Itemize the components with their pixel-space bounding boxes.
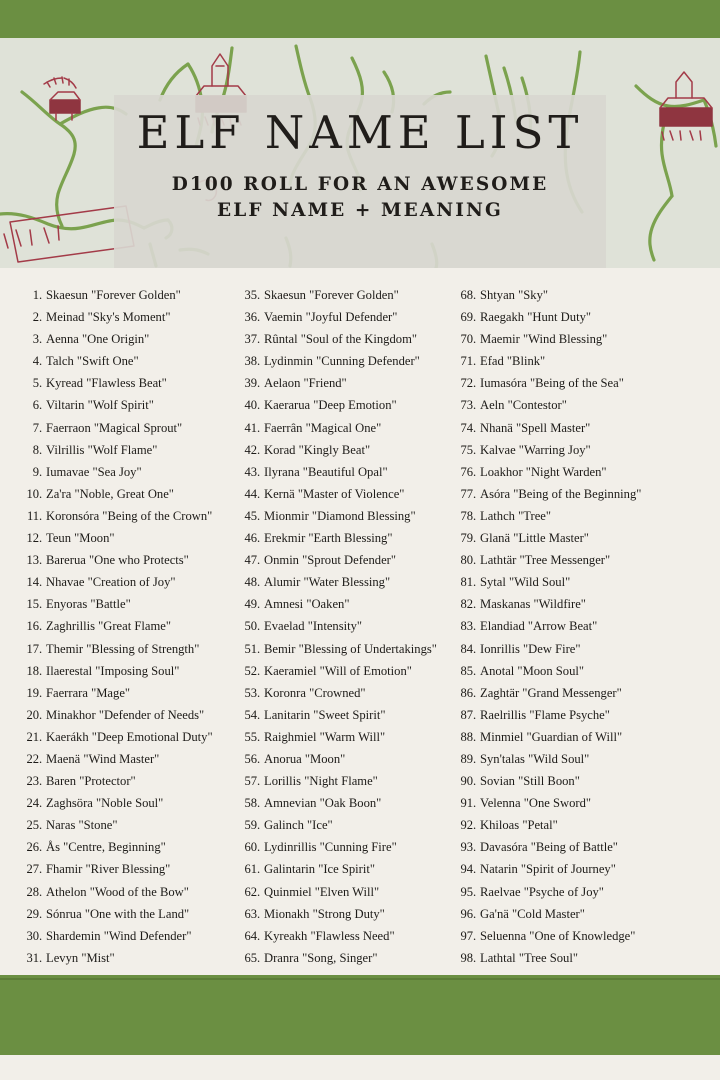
name-entry	[456, 706, 700, 726]
entry-name-and-meaning: Baren "Protector"	[46, 774, 136, 789]
entry-number: 50.	[244, 619, 260, 634]
entry-number: 6.	[32, 398, 42, 413]
entry-number: 45.	[244, 508, 260, 523]
entry-name-and-meaning: Anotal "Moon Soul"	[480, 663, 585, 678]
name-entry	[240, 595, 456, 615]
name-entry	[22, 374, 240, 394]
name-entry	[240, 551, 456, 571]
name-entry	[240, 883, 456, 903]
entry-name-and-meaning: Erekmir "Earth Blessing"	[264, 531, 393, 546]
entry-number: 39.	[244, 376, 260, 391]
entry-number: 24.	[26, 796, 42, 811]
entry-number: 25.	[26, 818, 42, 833]
entry-name-and-meaning: Lorillis "Night Flame"	[264, 774, 378, 789]
entry-name-and-meaning: Seluenna "One of Knowledge"	[480, 928, 636, 943]
entry-number: 64.	[244, 928, 260, 943]
name-entry	[22, 595, 240, 615]
entry-name-and-meaning: Lathtal "Tree Soul"	[480, 950, 578, 965]
entry-name-and-meaning: Mionakh "Strong Duty"	[264, 906, 385, 921]
entry-name-and-meaning: Korad "Kingly Beat"	[264, 442, 371, 457]
entry-name-and-meaning: Kaerarua "Deep Emotion"	[264, 398, 397, 413]
entry-number: 21.	[26, 729, 42, 744]
name-entry	[22, 816, 240, 836]
entry-name-and-meaning: Viltarin "Wolf Spirit"	[46, 398, 154, 413]
entry-name-and-meaning: Lydinmin "Cunning Defender"	[264, 354, 420, 369]
entry-name-and-meaning: Talch "Swift One"	[46, 354, 139, 369]
entry-number: 47.	[244, 553, 260, 568]
name-entry	[240, 286, 456, 306]
entry-name-and-meaning: Maskanas "Wildfire"	[480, 597, 586, 612]
entry-number: 53.	[244, 685, 260, 700]
entry-name-and-meaning: Loakhor "Night Warden"	[480, 464, 607, 479]
entry-number: 90.	[460, 774, 476, 789]
entry-number: 44.	[244, 486, 260, 501]
entry-name-and-meaning: Rûntal "Soul of the Kingdom"	[264, 332, 418, 347]
entry-number: 97.	[460, 928, 476, 943]
entry-number: 30.	[26, 928, 42, 943]
entry-name-and-meaning: Vaemin "Joyful Defender"	[264, 310, 398, 325]
entry-number: 68.	[460, 288, 476, 302]
entry-number: 9.	[32, 464, 42, 479]
page-subtitle	[114, 158, 606, 226]
header-map-banner	[0, 38, 720, 268]
entry-number: 75.	[460, 442, 476, 457]
entry-number: 41.	[244, 420, 260, 435]
name-entry	[456, 463, 700, 483]
name-entry	[22, 485, 240, 505]
name-entry	[22, 706, 240, 726]
name-list-columns	[0, 268, 720, 975]
name-entry	[240, 330, 456, 350]
name-column-1	[22, 286, 240, 975]
entry-name-and-meaning: Aeln "Contestor"	[480, 398, 567, 413]
entry-number: 80.	[460, 553, 476, 568]
name-entry	[240, 507, 456, 527]
name-entry	[22, 352, 240, 372]
entry-name-and-meaning: Teun "Moon"	[46, 531, 115, 546]
entry-name-and-meaning: Kyreakh "Flawless Need"	[264, 928, 395, 943]
entry-name-and-meaning: Syn'talas "Wild Soul"	[480, 751, 590, 766]
name-entry	[22, 419, 240, 439]
entry-name-and-meaning: Minmiel "Guardian of Will"	[480, 729, 623, 744]
entry-number: 42.	[244, 442, 260, 457]
entry-name-and-meaning: Glanä "Little Master"	[480, 531, 589, 546]
entry-name-and-meaning: Za'ra "Noble, Great One"	[46, 486, 174, 501]
entry-name-and-meaning: Iumasóra "Being of the Sea"	[480, 376, 624, 391]
entry-number: 58.	[244, 796, 260, 811]
name-entry	[22, 507, 240, 527]
entry-name-and-meaning: Faerrân "Magical One"	[264, 420, 382, 435]
entry-name-and-meaning: Meinad "Sky's Moment"	[46, 310, 171, 325]
name-entry	[456, 352, 700, 372]
entry-number: 70.	[460, 332, 476, 347]
name-entry	[22, 860, 240, 880]
name-entry	[22, 883, 240, 903]
name-entry	[22, 750, 240, 770]
name-column-3	[456, 286, 700, 975]
entry-name-and-meaning: Minakhor "Defender of Needs"	[46, 707, 205, 722]
entry-name-and-meaning: Kaerákh "Deep Emotional Duty"	[46, 729, 213, 744]
entry-name-and-meaning: Amnevian "Oak Boon"	[264, 796, 382, 811]
entry-name-and-meaning: Ilaerestal "Imposing Soul"	[46, 663, 180, 678]
entry-number: 28.	[26, 884, 42, 899]
entry-number: 76.	[460, 464, 476, 479]
name-entry	[456, 441, 700, 461]
name-entry	[456, 684, 700, 704]
name-entry	[456, 640, 700, 660]
name-entry	[456, 573, 700, 593]
name-entry	[456, 816, 700, 836]
name-entry	[456, 883, 700, 903]
entry-name-and-meaning: Galinch "Ice"	[264, 818, 333, 833]
bottom-green-band	[0, 975, 720, 1055]
entry-number: 71.	[460, 354, 476, 369]
name-entry	[240, 905, 456, 925]
entry-name-and-meaning: Iumavae "Sea Joy"	[46, 464, 142, 479]
entry-name-and-meaning: Fhamir "River Blessing"	[46, 862, 171, 877]
name-entry	[240, 352, 456, 372]
entry-name-and-meaning: Natarin "Spirit of Journey"	[480, 862, 616, 877]
entry-number: 93.	[460, 840, 476, 855]
name-entry	[22, 286, 240, 306]
name-entry	[456, 772, 700, 792]
entry-number: 54.	[244, 707, 260, 722]
entry-number: 10.	[26, 486, 42, 501]
name-entry	[240, 860, 456, 880]
name-entry	[22, 573, 240, 593]
name-entry	[456, 308, 700, 328]
entry-number: 87.	[460, 707, 476, 722]
entry-name-and-meaning: Kyread "Flawless Beat"	[46, 376, 167, 391]
entry-name-and-meaning: Ionrillis "Dew Fire"	[480, 641, 581, 656]
entry-number: 51.	[244, 641, 260, 656]
title-plate	[114, 95, 606, 268]
entry-name-and-meaning: Onmin "Sprout Defender"	[264, 553, 396, 568]
entry-name-and-meaning: Quinmiel "Elven Will"	[264, 884, 380, 899]
entry-number: 52.	[244, 663, 260, 678]
entry-name-and-meaning: Lydinrillis "Cunning Fire"	[264, 840, 397, 855]
entry-number: 96.	[460, 906, 476, 921]
entry-name-and-meaning: Kaeramiel "Will of Emotion"	[264, 663, 412, 678]
name-entry	[22, 463, 240, 483]
entry-number: 7.	[32, 420, 42, 435]
entry-number: 83.	[460, 619, 476, 634]
entry-number: 77.	[460, 486, 476, 501]
name-entry	[456, 374, 700, 394]
entry-number: 59.	[244, 818, 260, 833]
name-entry	[240, 529, 456, 549]
name-column-2	[240, 286, 456, 975]
entry-name-and-meaning: Sovian "Still Boon"	[480, 774, 580, 789]
entry-name-and-meaning: Efad "Blink"	[480, 354, 546, 369]
entry-name-and-meaning: Maemir "Wind Blessing"	[480, 332, 608, 347]
entry-name-and-meaning: Shtyan "Sky"	[480, 288, 549, 302]
entry-number: 2.	[32, 310, 42, 325]
entry-name-and-meaning: Elandiad "Arrow Beat"	[480, 619, 598, 634]
name-entry	[22, 330, 240, 350]
name-entry	[22, 949, 240, 969]
entry-number: 88.	[460, 729, 476, 744]
name-entry	[240, 640, 456, 660]
entry-name-and-meaning: Athelon "Wood of the Bow"	[46, 884, 189, 899]
entry-name-and-meaning: Faerraon "Magical Sprout"	[46, 420, 183, 435]
entry-name-and-meaning: Aenna "One Origin"	[46, 332, 150, 347]
entry-name-and-meaning: Davasóra "Being of Battle"	[480, 840, 618, 855]
name-entry	[22, 927, 240, 947]
name-entry	[456, 529, 700, 549]
entry-name-and-meaning: Raelvae "Psyche of Joy"	[480, 884, 604, 899]
name-entry	[22, 684, 240, 704]
entry-number: 86.	[460, 685, 476, 700]
entry-name-and-meaning: Zaghsöra "Noble Soul"	[46, 796, 164, 811]
subtitle-line-1: D100 ROLL FOR AN AWESOME	[171, 173, 549, 195]
entry-number: 94.	[460, 862, 476, 877]
name-entry	[456, 617, 700, 637]
entry-name-and-meaning: Anorua "Moon"	[264, 751, 346, 766]
entry-number: 16.	[26, 619, 42, 634]
entry-number: 61.	[244, 862, 260, 877]
name-entry	[22, 662, 240, 682]
entry-number: 84.	[460, 641, 476, 656]
entry-number: 78.	[460, 508, 476, 523]
entry-number: 40.	[244, 398, 260, 413]
name-entry	[22, 838, 240, 858]
name-entry	[240, 573, 456, 593]
entry-name-and-meaning: Sytal "Wild Soul"	[480, 575, 571, 590]
entry-number: 27.	[26, 862, 42, 877]
name-entry	[240, 728, 456, 748]
entry-number: 29.	[26, 906, 42, 921]
name-entry	[456, 485, 700, 505]
name-entry	[240, 308, 456, 328]
entry-number: 49.	[244, 597, 260, 612]
entry-name-and-meaning: Raelrillis "Flame Psyche"	[480, 707, 610, 722]
entry-name-and-meaning: Barerua "One who Protects"	[46, 553, 189, 568]
entry-number: 37.	[244, 332, 260, 347]
entry-name-and-meaning: Skaesun "Forever Golden"	[46, 288, 181, 302]
name-entry	[240, 485, 456, 505]
entry-name-and-meaning: Levyn "Mist"	[46, 950, 115, 965]
entry-name-and-meaning: Sónrua "One with the Land"	[46, 906, 190, 921]
name-entry	[456, 927, 700, 947]
entry-number: 11.	[27, 508, 42, 523]
entry-number: 55.	[244, 729, 260, 744]
name-entry	[240, 927, 456, 947]
name-entry	[22, 396, 240, 416]
entry-name-and-meaning: Aelaon "Friend"	[264, 376, 347, 391]
entry-number: 85.	[460, 663, 476, 678]
entry-number: 46.	[244, 531, 260, 546]
entry-number: 35.	[244, 288, 260, 302]
entry-name-and-meaning: Nhanä "Spell Master"	[480, 420, 591, 435]
entry-number: 18.	[26, 663, 42, 678]
entry-number: 73.	[460, 398, 476, 413]
entry-name-and-meaning: Alumir "Water Blessing"	[264, 575, 391, 590]
entry-name-and-meaning: Raighmiel "Warm Will"	[264, 729, 386, 744]
entry-name-and-meaning: Shardemin "Wind Defender"	[46, 928, 192, 943]
entry-name-and-meaning: Koronra "Crowned"	[264, 685, 366, 700]
name-entry	[240, 463, 456, 483]
entry-name-and-meaning: Evaelad "Intensity"	[264, 619, 363, 634]
entry-name-and-meaning: Lathtär "Tree Messenger"	[480, 553, 611, 568]
top-green-band	[0, 0, 720, 38]
entry-number: 79.	[460, 531, 476, 546]
entry-name-and-meaning: Mionmir "Diamond Blessing"	[264, 508, 416, 523]
name-entry	[456, 838, 700, 858]
entry-name-and-meaning: Kernä "Master of Violence"	[264, 486, 405, 501]
entry-number: 74.	[460, 420, 476, 435]
entry-name-and-meaning: Faerrara "Mage"	[46, 685, 131, 700]
name-entry	[456, 286, 700, 306]
name-entry	[456, 949, 700, 969]
entry-number: 57.	[244, 774, 260, 789]
entry-number: 4.	[32, 354, 42, 369]
name-entry	[22, 308, 240, 328]
entry-name-and-meaning: Vilrillis "Wolf Flame"	[46, 442, 158, 457]
name-entry	[456, 595, 700, 615]
entry-name-and-meaning: Zaghtär "Grand Messenger"	[480, 685, 622, 700]
entry-name-and-meaning: Zaghrillis "Great Flame"	[46, 619, 171, 634]
name-entry	[22, 905, 240, 925]
entry-number: 26.	[26, 840, 42, 855]
entry-name-and-meaning: Amnesi "Oaken"	[264, 597, 350, 612]
name-entry	[240, 662, 456, 682]
entry-number: 36.	[244, 310, 260, 325]
name-entry	[456, 860, 700, 880]
entry-name-and-meaning: Galintarin "Ice Spirit"	[264, 862, 376, 877]
entry-number: 23.	[26, 774, 42, 789]
entry-number: 91.	[460, 796, 476, 811]
name-entry	[240, 374, 456, 394]
entry-number: 56.	[244, 751, 260, 766]
name-entry	[240, 750, 456, 770]
name-entry	[240, 816, 456, 836]
entry-number: 72.	[460, 376, 476, 391]
entry-name-and-meaning: Lanitarin "Sweet Spirit"	[264, 707, 386, 722]
bottom-paper-margin	[0, 1055, 720, 1080]
entry-number: 5.	[32, 376, 42, 391]
name-entry	[22, 794, 240, 814]
entry-number: 48.	[244, 575, 260, 590]
name-entry	[456, 728, 700, 748]
name-entry	[240, 396, 456, 416]
name-entry	[456, 551, 700, 571]
entry-name-and-meaning: Khiloas "Petal"	[480, 818, 558, 833]
entry-name-and-meaning: Naras "Stone"	[46, 818, 118, 833]
entry-name-and-meaning: Koronsóra "Being of the Crown"	[46, 508, 213, 523]
entry-number: 92.	[460, 818, 476, 833]
entry-number: 65.	[244, 950, 260, 965]
entry-name-and-meaning: Ås "Centre, Beginning"	[46, 840, 166, 855]
entry-name-and-meaning: Ilyrana "Beautiful Opal"	[264, 464, 388, 479]
name-entry	[240, 772, 456, 792]
name-entry	[240, 684, 456, 704]
name-entry	[22, 772, 240, 792]
page-title: ELF NAME LIST	[136, 106, 584, 159]
name-entry	[240, 419, 456, 439]
name-entry	[240, 617, 456, 637]
entry-name-and-meaning: Themir "Blessing of Strength"	[46, 641, 200, 656]
name-entry	[240, 949, 456, 969]
name-entry	[240, 794, 456, 814]
name-entry	[22, 617, 240, 637]
entry-number: 3.	[32, 332, 42, 347]
name-entry	[456, 794, 700, 814]
entry-number: 43.	[244, 464, 260, 479]
name-entry	[240, 838, 456, 858]
entry-number: 13.	[26, 553, 42, 568]
entry-name-and-meaning: Dranra "Song, Singer"	[264, 950, 378, 965]
entry-number: 14.	[26, 575, 42, 590]
entry-number: 17.	[26, 641, 42, 656]
name-entry	[22, 728, 240, 748]
entry-number: 89.	[460, 751, 476, 766]
name-entry	[456, 750, 700, 770]
entry-name-and-meaning: Maenä "Wind Master"	[46, 751, 160, 766]
entry-number: 8.	[32, 442, 42, 457]
entry-number: 19.	[26, 685, 42, 700]
entry-number: 95.	[460, 884, 476, 899]
entry-number: 20.	[26, 707, 42, 722]
entry-name-and-meaning: Enyoras "Battle"	[46, 597, 131, 612]
entry-number: 12.	[26, 531, 42, 546]
name-entry	[22, 529, 240, 549]
name-entry	[456, 905, 700, 925]
entry-name-and-meaning: Asóra "Being of the Beginning"	[480, 486, 642, 501]
entry-number: 22.	[26, 751, 42, 766]
name-entry	[22, 640, 240, 660]
name-entry	[456, 507, 700, 527]
entry-number: 38.	[244, 354, 260, 369]
subtitle-line-2: ELF NAME + MEANING	[217, 200, 503, 222]
entry-name-and-meaning: Kalvae "Warring Joy"	[480, 442, 591, 457]
entry-name-and-meaning: Nhavae "Creation of Joy"	[46, 575, 176, 590]
entry-number: 31.	[26, 950, 42, 965]
entry-number: 62.	[244, 884, 260, 899]
name-entry	[456, 396, 700, 416]
name-entry	[456, 330, 700, 350]
entry-number: 69.	[460, 310, 476, 325]
entry-number: 81.	[460, 575, 476, 590]
name-entry	[456, 662, 700, 682]
name-entry	[22, 551, 240, 571]
entry-number: 98.	[460, 950, 476, 965]
entry-name-and-meaning: Ga'nä "Cold Master"	[480, 906, 585, 921]
name-entry	[240, 441, 456, 461]
entry-number: 60.	[244, 840, 260, 855]
entry-name-and-meaning: Raegakh "Hunt Duty"	[480, 310, 592, 325]
name-entry	[456, 419, 700, 439]
entry-number: 15.	[26, 597, 42, 612]
entry-name-and-meaning: Bemir "Blessing of Undertakings"	[264, 641, 437, 656]
entry-name-and-meaning: Skaesun "Forever Golden"	[264, 288, 399, 302]
entry-number: 63.	[244, 906, 260, 921]
name-entry	[240, 706, 456, 726]
entry-number: 1.	[32, 288, 42, 302]
entry-name-and-meaning: Lathch "Tree"	[480, 508, 552, 523]
entry-number: 82.	[460, 597, 476, 612]
entry-name-and-meaning: Velenna "One Sword"	[480, 796, 592, 811]
name-entry	[22, 441, 240, 461]
